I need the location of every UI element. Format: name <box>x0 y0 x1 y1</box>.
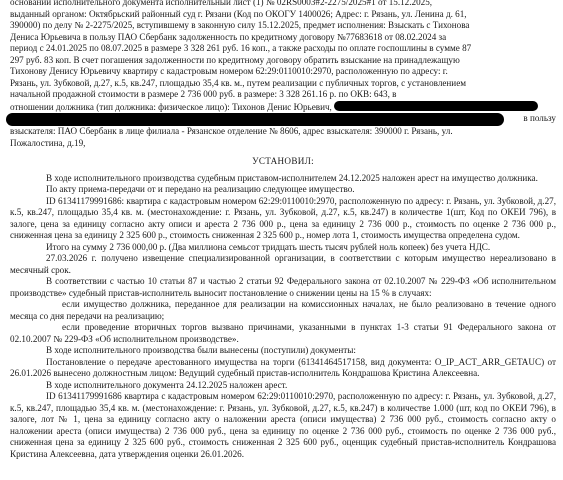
body-paragraph: Итого на сумму 2 736 000,00 р. (Два миллиона семьсот тридцать шесть тысяч рублей ноль копеек) без учета НДС. <box>46 241 491 252</box>
body-paragraph: По акту приема-передачи от и передано на реализацию следующее имущество. <box>46 184 355 194</box>
body-paragraph: если проведение вторичных торгов вызвано причинами, указанными в пунктах 1-3 статьи 91 Федерального закона от 02.10.2007 № 229-ФЗ «Об исполнительном производстве». <box>10 322 556 344</box>
text-line: период с 24.01.2025 по 08.07.2025 в размере 3 328 261 руб. 16 коп., а также расходы по оплате госпошлины в сумме 87 <box>10 43 472 53</box>
text-line: Дениса Юрьевича в пользу ПАО Сбербанк задолженность по кредитному договору №77683618 от 08.02.2024 за <box>10 31 447 42</box>
redaction-block <box>6 113 504 126</box>
in-favor-text: в пользу <box>523 113 556 123</box>
debtor-line <box>10 101 556 114</box>
body-paragraph: В ходе исполнительного производства были вынесены (поступили) документы: <box>46 345 356 355</box>
redaction-block <box>334 101 538 111</box>
body-paragraph: В ходе исполнительного документа 24.12.2025 наложен арест. <box>46 379 288 390</box>
body-paragraphs <box>10 173 556 461</box>
header-paragraph <box>10 0 556 149</box>
body-paragraph: Постановление о передаче арестованного имущества на торги (61341464517158, вид документа: O_IP_ACT_ARR_GETAUC) от 26.01.2026 вынесено должностным лицом: Ведущий судебный пристав-исполнитель Кондрашова Кристина Алексеевна. <box>10 356 556 378</box>
body-paragraph: В соответствии с частью 10 статьи 87 и частью 2 статьи 92 Федерального закона от 02.10.2007 № 229-ФЗ «Об исполнительном производстве» судебный пристав-исполнитель выносит постановление о снижении цены на 15 % в случаях: <box>10 276 556 298</box>
text-line: выданный органом: Октябрьский районный суд г. Рязани (Код по ОКОГУ 1400026; Адрес: г. Рязань, ул. Ленина д. 61, <box>10 8 467 19</box>
text-line: 297 руб. 83 коп. В счет погашения задолженности по кредитному договору обратить взыскание на принадлежащую <box>10 54 460 65</box>
claimant-line: взыскателя: ПАО Сбербанк в лице филиала - Рязанское отделение № 8606, адрес взыскателя: 390000 г. Рязань, ул. <box>10 126 453 136</box>
body-paragraph: 27.03.2026 г. получено извещение специализированной организации, в соответствии с которым имущество нереализовано в месячный срок. <box>10 253 556 275</box>
body-paragraph: если имущество должника, переданное для реализации на комиссионных началах, не было реализовано в течение одного месяца со дня передачи на реализацию; <box>10 299 556 321</box>
text-line: Тихонову Денису Юрьевичу квартиру с кадастровым номером 62:29:0110010:2970, расположенную по адресу: г. <box>10 66 448 76</box>
text-line: Рязань, ул. Зубковой, д.27, к.5, кв.247, площадью 35,4 кв. м., путем реализации с публичных торгов, с установлением <box>10 77 467 88</box>
body-paragraph: В ходе исполнительного производства судебным приставом-исполнителем 24.12.2025 наложен арест на имущество должника. <box>46 172 538 183</box>
body-paragraph: ID 61341179991686: квартира с кадастровым номером 62:29:0110010:2970, расположенную по адресу: г. Рязань, ул. Зубковой, д.27, к.5, кв.247, площадью 35,4 кв. м. (местонахождение: г. Рязань, ул. Зубковой, д.27, к.5, кв.247) в количестве 1(шт, Код по ОКЕИ 796), в залоге, цена за единицу согласно акту описи и ареста 2 736 000 р., цена за единицу 2 736 000 р., стоимость по оценке 2 736 000 р., сниженная цена за единицу 2 325 600 р., стоимость сниженная 2 325 600 р., номер лота 1, стоимость имущества определена судом. <box>10 195 556 240</box>
body-paragraph: ID 61341179991686 квартира с кадастровым номером 62:29:0110010:2970, расположенную по адресу: г. Рязань, ул. Зубковой, д.27, к.5, кв.247, площадью 35,4 кв. м. (местонахождение: г. Рязань, ул. Зубковой, д.27, к.5, кв.247) в количестве 1.000 (шт, код по ОКЕИ 796), в залоге, лот № 1, цена за единицу согласно акту о наложении ареста (описи имущества) 2 736 000 руб., стоимость согласно акту о наложении ареста (описи имущества) 2 736 000 руб., цена за единицу по оценке 2 736 000 руб., стоимость по оценке 2 736 000 руб., сниженная цена за единицу 2 325 600 руб., стоимость сниженная 2 325 600 руб., оценщик судебный пристав-исполнитель Кондрашова Кристина Алексеевна, дата утверждения оценки 26.01.2026. <box>10 391 556 459</box>
text-line: 390000) по делу № 2-2275/2025, вступившему в законную силу 15.12.2025, предмет исполнения: Взыскать с Тихонова <box>10 20 470 30</box>
text-line: основании исполнительного документа исполнительный лист (1) № 02RS0003#2-2275/2025#1 от 15.12.2025, <box>10 0 433 7</box>
claimant-line: Пожалостина, д.19, <box>10 137 86 148</box>
text-line: начальной продажной стоимости в размере 2 736 000 руб. в размере: 3 328 261.16 р. по ОКВ: 643, в <box>10 89 397 99</box>
text-line: отношении должника (тип должника: физическое лицо): Тихонов Денис Юрьевич, <box>10 101 332 112</box>
section-heading: УСТАНОВИЛ: <box>252 156 314 166</box>
